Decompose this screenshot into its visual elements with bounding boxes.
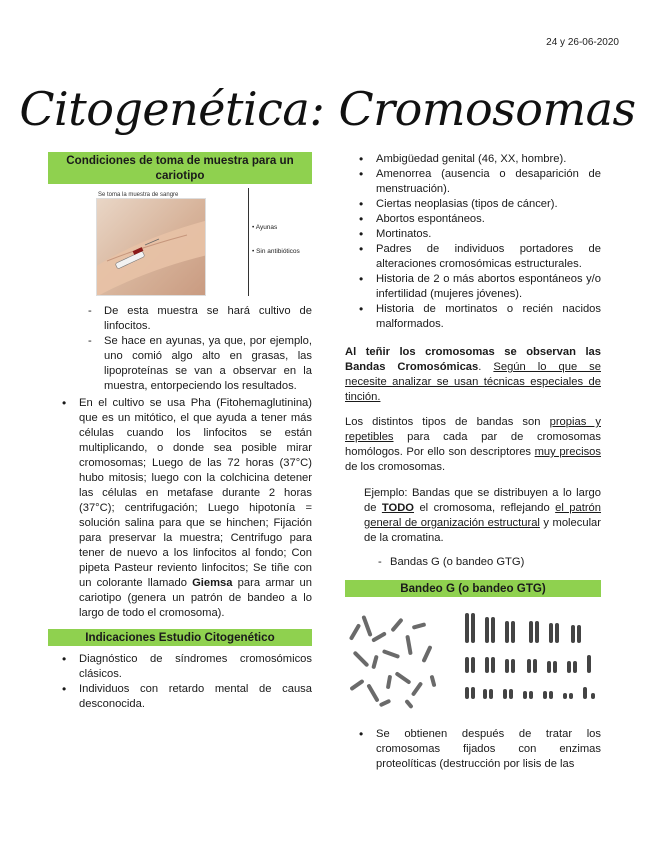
- date-label: 24 y 26-06-2020: [546, 37, 619, 48]
- text-span: el cromosoma, reflejando: [414, 502, 556, 514]
- section-heading-bandeo-g: Bandeo G (o bandeo GTG): [345, 580, 601, 597]
- paragraph-tipos-bandas: [345, 415, 601, 475]
- karyotype-image: [345, 605, 601, 715]
- section-heading-indicaciones: Indicaciones Estudio Citogenético: [48, 629, 312, 646]
- bullet-list-indicaciones-cont: [345, 152, 601, 332]
- dash-list-muestra: [48, 304, 312, 394]
- list-item: • Historia de 2 o más abortos espontáneos y/o infertilidad (mujeres jóvenes).: [345, 272, 601, 302]
- bullet-list-cultivo: [48, 396, 312, 621]
- section-heading-muestra: Condiciones de toma de muestra para un cariotipo: [48, 152, 312, 184]
- underline-span: el patrón general de organización estructural: [364, 502, 602, 529]
- text-span: para cada par de cromosomas homólogos. Por ello son descriptores: [345, 431, 601, 458]
- list-item: - De esta muestra se hará cultivo de linfocitos.: [48, 304, 312, 334]
- karyotype-figure: [345, 605, 601, 715]
- list-item: - Bandas G (o bandeo GTG): [345, 555, 601, 570]
- text-span: y molecular de la cromatina.: [364, 517, 601, 544]
- bandas-underline-text: Según lo que se necesite analizar se usan técnicas especiales de tinción.: [345, 361, 601, 403]
- list-item: • Abortos espontáneos.: [345, 212, 601, 227]
- list-item: • Padres de individuos portadores de alteraciones cromosómicas estructurales.: [345, 242, 601, 272]
- list-item: • Historia de mortinatos o recién nacidos malformados.: [345, 302, 601, 332]
- underline-span: muy precisos: [534, 446, 601, 458]
- text-span: Los distintos tipos de bandas son: [345, 416, 550, 428]
- bandas-bold-text: Al teñir los cromosomas se observan las Bandas Cromosómicas: [345, 346, 601, 373]
- list-item: - Se hace en ayunas, ya que, por ejemplo, uno comió algo alto en grasas, las lipoproteínas se van a observar en la muestra, entorpeciendo los resultados.: [48, 334, 312, 394]
- list-item: • Diagnóstico de síndromes cromosómicos clásicos.: [48, 652, 312, 682]
- giemsa-text: Giemsa: [192, 577, 233, 589]
- list-item: • Se obtienen después de tratar los cromosomas fijados con enzimas proteolíticas (destrucción por lisis de las: [345, 727, 601, 772]
- bullet-list-bandeo: [345, 727, 601, 772]
- note-ayunas: • Ayunas: [252, 224, 278, 231]
- paragraph-ejemplo: [364, 486, 601, 546]
- text-span: Ejemplo: Bandas que se distribuyen a lo largo de: [364, 487, 601, 514]
- underline-span: propias y repetibles: [345, 416, 601, 443]
- cultivo-text-2: para armar un cariotipo (genera un patrón de bandeo a lo largo de todo el cromosoma).: [79, 577, 312, 619]
- text-span: de los cromosomas.: [345, 461, 446, 473]
- blood-draw-photo: [96, 198, 206, 296]
- right-column: [345, 152, 601, 772]
- cultivo-text-1: En el cultivo se usa Pha (Fitohemaglutinina) que es un mitótico, el que ayuda a tener más células cuando los linfocitos se están multiplicando, o donde sea posible mirar cromosomas; Luego de las 72 horas (37°C) hubo mitosis; luego con la colchicina detener las células en metafase durante 2 horas (37°C); centrifugación; Luego hipotonía = solución salina para que se hinchen; Fijación para preservar la muestra; Centrifugo para tener de nuevo a los linfocitos al fondo; Con pipeta Pasteur reviento linfocitos; Se tiñe con un colorante llamado: [79, 397, 312, 589]
- blood-draw-figure: [92, 188, 312, 298]
- page-title: Citogenética: Cromosomas: [19, 82, 636, 136]
- figure-caption: Se toma la muestra de sangre: [98, 192, 179, 198]
- list-item: • Mortinatos.: [345, 227, 601, 242]
- left-column: [48, 152, 312, 712]
- bandas-dot: .: [478, 361, 494, 373]
- list-item: • Ciertas neoplasias (tipos de cáncer).: [345, 197, 601, 212]
- paragraph-bandas: [345, 345, 601, 405]
- figure-divider: [248, 188, 249, 296]
- list-item: • Individuos con retardo mental de causa desconocida.: [48, 682, 312, 712]
- list-item-cultivo: [48, 396, 312, 621]
- note-sin-antibioticos: • Sin antibióticos: [252, 248, 300, 255]
- todo-bold: TODO: [381, 502, 415, 514]
- bullet-list-indicaciones: [48, 652, 312, 712]
- list-item: • Amenorrea (ausencia o desaparición de menstruación).: [345, 167, 601, 197]
- list-item: • Ambigüedad genital (46, XX, hombre).: [345, 152, 601, 167]
- dash-list-bandas: [345, 555, 601, 570]
